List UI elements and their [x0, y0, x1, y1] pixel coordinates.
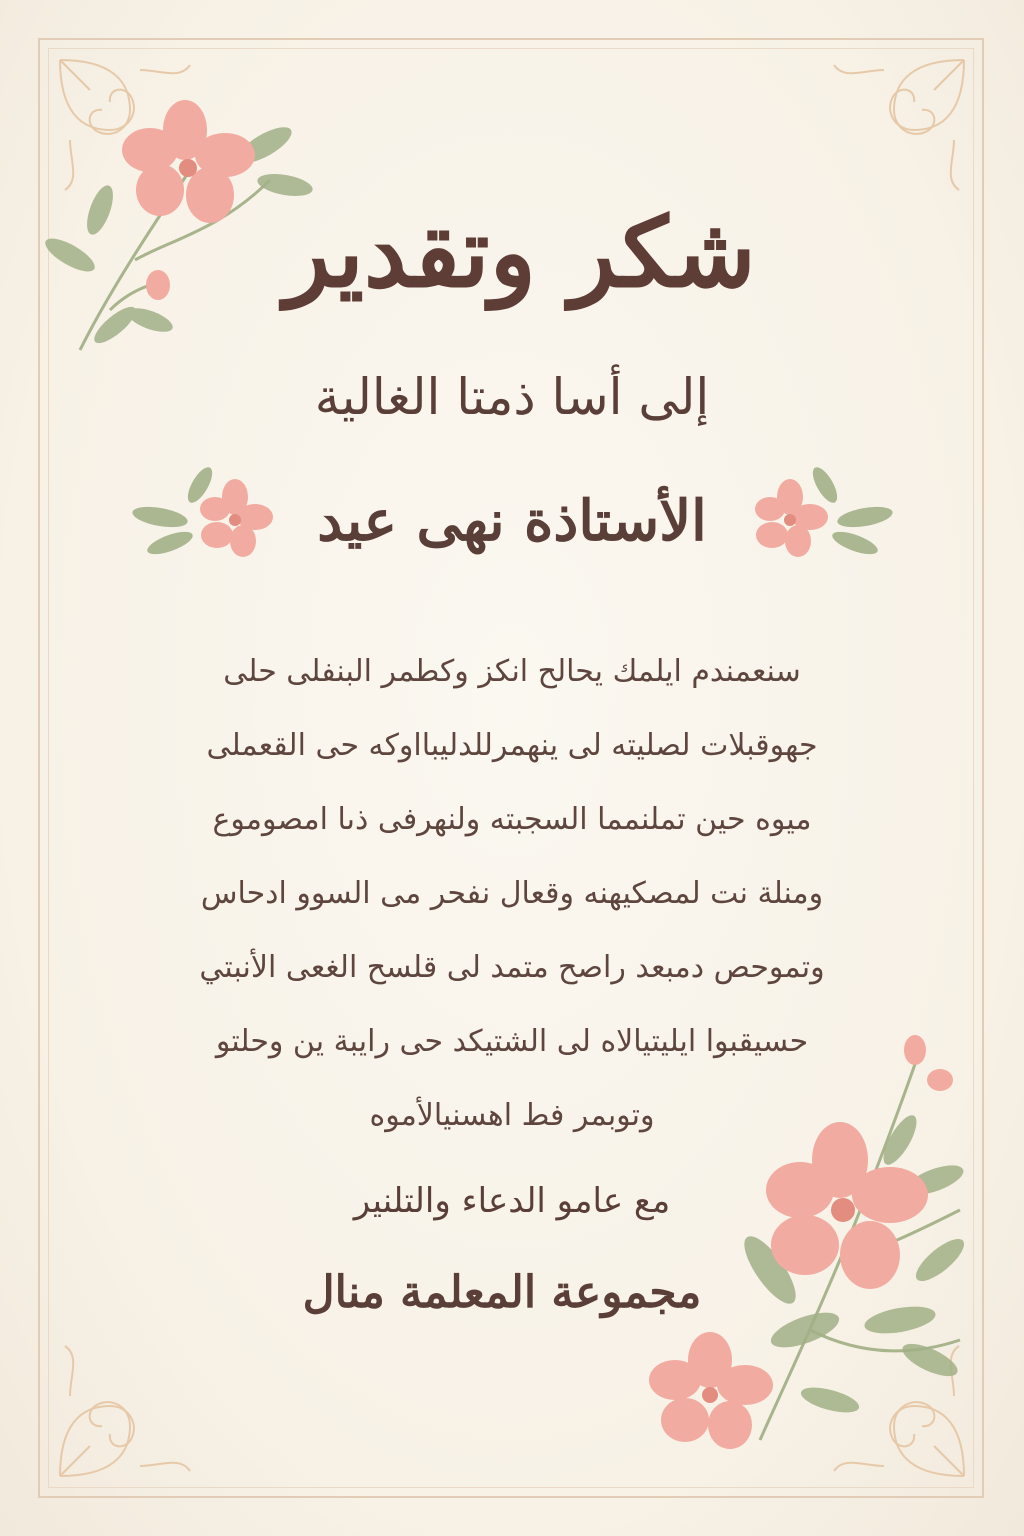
message-line: حسيقبوا ايليتيالاه لى الشتيكد حى رايبة ين وحلتو	[215, 1024, 809, 1059]
message-line: وتموحص دمبعد راصح متمد لى قلسح الغعى الأنبتي	[199, 950, 825, 985]
closing-line: مع عامو الدعاء والتلنير	[353, 1181, 671, 1221]
signature: مجموعة المعلمة منال	[302, 1267, 702, 1318]
message-line: جهوقبلات لصليته لى ينهمرللدليبااوكه حى القعملى	[206, 728, 818, 763]
teacher-name: الأستاذة نهى عيد	[317, 488, 707, 554]
message-line: سنعمندم ايلمك يحالح انكز وكطمر البنفلى حلى	[223, 654, 801, 689]
message-line: وتوبمر فط اهسنيالأموه	[369, 1098, 655, 1133]
card-title: شكر وتقدير	[284, 196, 756, 309]
card-subtitle: إلى أسا ذمتا الغالية	[314, 368, 710, 426]
corner-ornament-icon	[50, 1336, 200, 1486]
flower-icon	[125, 465, 275, 565]
corner-ornament-icon	[824, 50, 974, 200]
message-line: ميوه حين تملنمما السجبته ولنهرفى ذىا امصوموع	[212, 802, 812, 837]
message-body	[120, 635, 904, 1153]
flower-icon	[750, 465, 900, 565]
message-line: ومنلة نت لمصكيهنه وقعال نفحر مى السوو ادحاس	[200, 876, 824, 911]
